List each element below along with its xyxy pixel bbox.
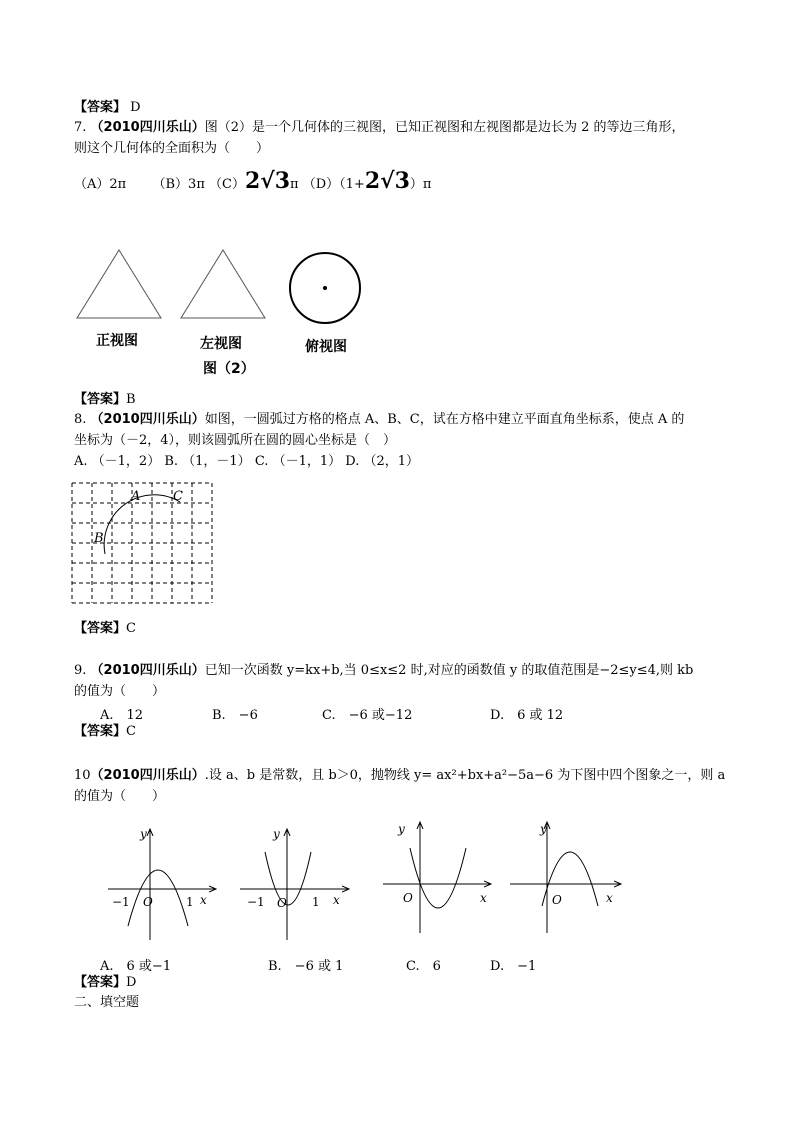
q10-option-d: D. −1 <box>490 959 537 974</box>
parabola-d <box>542 852 598 906</box>
answer-label: 【答案】 <box>74 392 127 407</box>
option-a: （A）2π <box>74 177 127 192</box>
question-source: （2010四川乐山） <box>90 120 205 135</box>
q9-option-a: A. 12 <box>100 708 144 723</box>
q10-graphs-figure <box>100 818 660 948</box>
front-view-triangle <box>77 250 161 318</box>
svg-text:O: O <box>143 895 153 909</box>
q7-text-line1 <box>74 119 685 137</box>
front-view-label: 正视图 <box>96 333 138 349</box>
question-text: 如图，一圆弧过方格的格点 A、B、C，试在方格中建立平面直角坐标系，使点 A 的 <box>204 412 685 427</box>
q8-text-line1 <box>74 411 684 429</box>
answer-value: B <box>126 392 136 407</box>
graph-c <box>383 822 490 933</box>
q7-three-views-figure <box>70 245 370 335</box>
svg-text:O: O <box>277 896 287 910</box>
parabola-b <box>265 852 311 905</box>
answer-label: 【答案】 <box>74 724 127 739</box>
graph-a <box>108 827 215 940</box>
q9-text-line2: 的值为（ ） <box>74 684 166 699</box>
svg-text:y: y <box>273 827 280 841</box>
answer-value: D <box>130 100 141 115</box>
q10-option-a: A. 6 或−1 <box>100 959 172 974</box>
q9-text-line1 <box>74 662 693 680</box>
option-c-prefix: （C） <box>209 177 245 192</box>
q8-answer <box>74 620 136 638</box>
question-number: 10 <box>74 768 91 783</box>
point-c-label: C <box>173 489 183 504</box>
answer-value: D <box>126 975 137 990</box>
q9-option-b: B. −6 <box>212 708 258 723</box>
point-a-label: A <box>131 489 141 504</box>
answer-value: C <box>126 621 136 636</box>
option-d-prefix: （D）（1+ <box>302 177 365 192</box>
question-number: 8. <box>74 412 87 427</box>
q8-text-line2: 坐标为（－2，4），则该圆弧所在圆的圆心坐标是（ ） <box>74 433 397 448</box>
svg-text:O: O <box>403 891 413 905</box>
option-d-radical: 2√3 <box>364 168 410 194</box>
question-text: .设 a、b 是常数，且 b＞0，抛物线 y= ax²+bx+a²−5a−6 为下图中四个图象之一，则 a <box>204 768 726 783</box>
svg-text:y: y <box>540 822 547 836</box>
svg-text:x: x <box>606 891 613 905</box>
answer-value: C <box>126 724 136 739</box>
parabola-c <box>410 848 466 908</box>
section-heading: 二、填空题 <box>74 995 140 1010</box>
q10-text-line1 <box>74 767 725 785</box>
svg-text:−1: −1 <box>247 895 265 909</box>
q7-options <box>74 168 432 194</box>
q10-text-line2: 的值为（ ） <box>74 789 166 804</box>
figure-caption: 图（2） <box>203 361 255 377</box>
q7-text-line2: 则这个几何体的全面积为（ ） <box>74 141 270 156</box>
q9-answer <box>74 723 136 741</box>
question-text: 已知一次函数 y=kx+b,当 0≤x≤2 时,对应的函数值 y 的取值范围是−2≤y≤4,则 kb <box>204 663 694 678</box>
svg-text:y: y <box>140 827 147 841</box>
option-b: （B）3π <box>152 177 205 192</box>
q10-option-b: B. −6 或 1 <box>268 959 344 974</box>
q10-option-c: C. 6 <box>406 959 441 974</box>
top-view-center-dot <box>323 286 327 290</box>
question-number: 7. <box>74 120 87 135</box>
svg-text:x: x <box>200 893 207 907</box>
svg-text:y: y <box>398 822 405 836</box>
svg-text:−1: −1 <box>112 895 130 909</box>
graph-d <box>510 822 620 933</box>
top-view-label: 俯视图 <box>305 339 347 355</box>
svg-text:x: x <box>333 893 340 907</box>
question-text: 图（2）是一个几何体的三视图，已知正视图和左视图都是边长为 2 的等边三角形， <box>204 120 685 135</box>
answer-label: 【答案】 <box>74 621 127 636</box>
point-b-label: B <box>94 531 104 546</box>
dashed-grid <box>72 483 212 603</box>
circular-arc <box>104 495 180 554</box>
q7-answer <box>74 391 136 409</box>
q8-grid-figure <box>70 480 215 610</box>
q9-option-c: C. −6 或−12 <box>322 708 413 723</box>
question-source: （2010四川乐山） <box>90 412 205 427</box>
q6-answer <box>74 99 141 117</box>
svg-text:x: x <box>480 891 487 905</box>
option-c-radical: 2√3 <box>244 168 291 194</box>
svg-text:1: 1 <box>186 895 194 909</box>
left-view-label: 左视图 <box>200 336 242 352</box>
option-c-suffix: π <box>290 177 299 192</box>
q10-answer <box>74 974 136 992</box>
svg-text:1: 1 <box>312 895 320 909</box>
option-d-suffix: ）π <box>409 177 432 192</box>
q9-option-d: D. 6 或 12 <box>490 708 564 723</box>
question-source: （2010四川乐山） <box>90 663 205 678</box>
svg-text:O: O <box>552 893 562 907</box>
answer-label: 【答案】 <box>74 100 127 115</box>
graph-b <box>240 827 348 940</box>
question-number: 9. <box>74 663 87 678</box>
parabola-a <box>128 870 188 926</box>
question-source: （2010四川乐山） <box>90 768 205 783</box>
q8-options: A. （－1，2） B. （1，－1） C. （－1，1） D. （2，1） <box>74 454 420 469</box>
left-view-triangle <box>181 250 265 318</box>
answer-label: 【答案】 <box>74 975 127 990</box>
